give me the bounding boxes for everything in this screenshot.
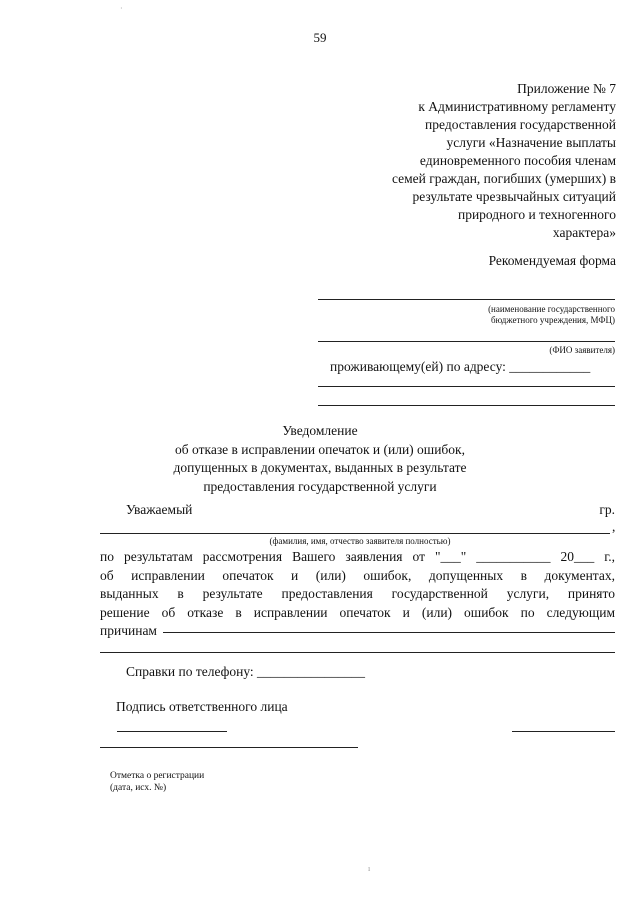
appendix-line: Приложение № 7 [517,81,616,96]
notice-title-block [0,422,640,496]
institution-caption-line: бюджетного учреждения, МФЦ) [490,315,615,325]
reason-line [163,632,615,633]
scan-mark: ı [368,864,371,873]
signature-line [512,731,615,732]
appendix-line: семей граждан, погибших (умерших) в [391,171,616,186]
notice-subtitle: предоставления государственной услуги [203,478,437,494]
appendix-line: единовременного пособия членам [419,153,616,168]
registration-mark [110,770,204,794]
greeting-end: гр. [599,502,615,517]
signature-label: Подпись ответственного лица [116,699,288,714]
notice-title: Уведомление [282,423,358,438]
applicant-caption: (ФИО заявителя) [549,345,615,355]
notice-subtitle: об отказе в исправлении опечаток и (или) ошибок, [175,441,465,457]
address-line [318,405,615,406]
appendix-line: услуги «Назначение выплаты [446,135,616,150]
appendix-line: предоставления государственной [425,117,616,132]
form-type-label: Рекомендуемая форма [488,253,616,268]
institution-caption [488,304,615,326]
body-line: выданных в результате предоставления государственной услуги, принято [100,586,615,601]
page-number: 59 [313,30,327,45]
appendix-line: природного и техногенного [457,207,616,222]
registration-line: (дата, исх. №) [110,783,167,793]
body-line: причинам [100,623,157,638]
registration-line: Отметка о регистрации [110,771,205,781]
institution-line [318,299,615,300]
phone-label: Справки по телефону: ________________ [126,664,366,679]
appendix-line: результате чрезвычайных ситуаций [412,189,616,204]
fullname-line [100,747,358,748]
address-line [318,386,615,387]
reason-line [100,652,615,653]
body-line: по результатам рассмотрения Вашего заявления от "___" ___________ 20___ г., [100,549,615,564]
body-line: об исправлении опечаток и (или) ошибок, допущенных в документах, [100,567,615,583]
position-line [117,731,227,732]
scan-mark: · [120,4,123,13]
appendix-line: характера» [552,225,616,240]
greeting: Уважаемый [126,502,193,517]
institution-caption-line: (наименование государственного [488,304,615,314]
name-caption: (фамилия, имя, отчество заявителя полностью) [269,536,451,546]
appendix-block [392,80,616,242]
body-paragraph [100,548,615,641]
body-line: решение об отказе в исправлении опечаток и (или) ошибок по следующим [100,604,615,620]
address-label: проживающему(ей) по адресу: ____________ [330,359,591,374]
applicant-name-line [100,533,610,534]
notice-subtitle: допущенных в документах, выданных в результате [173,460,467,475]
applicant-line [318,341,615,342]
name-comma: , [612,519,616,534]
appendix-line: к Административному регламенту [418,99,616,114]
